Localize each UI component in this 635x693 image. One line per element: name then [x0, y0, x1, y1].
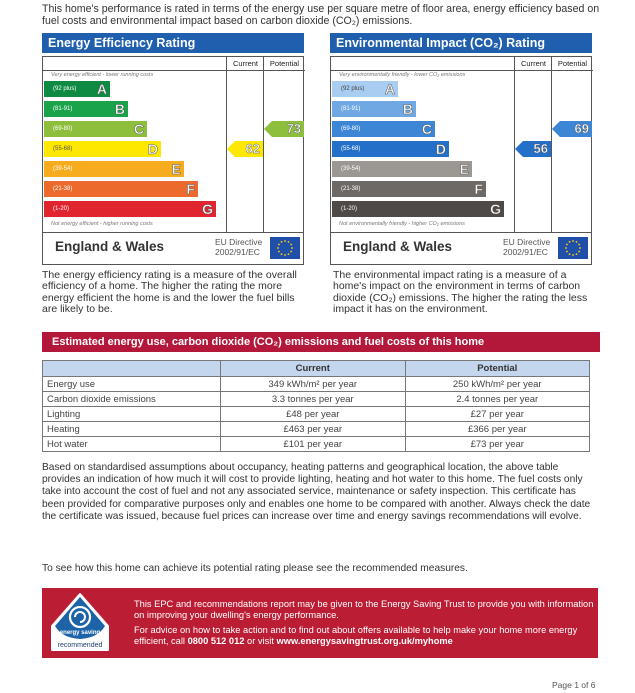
- table-row: [43, 392, 590, 407]
- band-letter: B: [402, 101, 413, 117]
- current-value: £463 per year: [221, 422, 406, 437]
- rating-band-e: [332, 161, 472, 177]
- est-line-2: For advice on how to take action and to find out about offers available to help make your home more energy efficient, call 0800 512 012 or visit www.energysavingtrust.org.uk/myhome: [134, 625, 578, 646]
- band-range: (69-80): [53, 126, 73, 132]
- est-line-1: This EPC and recommendations report may be given to the Energy Saving Trust to provide you with information on improving your dwelling's energy performance.: [134, 599, 594, 620]
- potential-value: £27 per year: [405, 407, 590, 422]
- potential-rating-arrow: [552, 121, 592, 137]
- band-letter: B: [114, 101, 125, 117]
- current-rating-arrow: [227, 141, 263, 157]
- rating-band-b: [332, 101, 416, 117]
- band-letter: C: [421, 121, 432, 137]
- current-rating-value: 62: [245, 141, 260, 156]
- recommended-measures-text: To see how this home can achieve its potential rating please see the recommended measures.: [42, 563, 468, 574]
- rating-band-f: [44, 181, 198, 197]
- column-potential: Potential: [551, 57, 593, 71]
- band-range: (39-54): [341, 166, 361, 172]
- current-rating-arrow: [515, 141, 551, 157]
- table-row: [43, 407, 590, 422]
- band-range: (81-91): [341, 106, 361, 112]
- band-letter: E: [459, 161, 469, 177]
- current-value: £101 per year: [221, 437, 406, 452]
- rating-band-a: [332, 81, 398, 97]
- band-letter: A: [96, 81, 107, 97]
- potential-value: £73 per year: [405, 437, 590, 452]
- svg-text:recommended: recommended: [57, 642, 103, 649]
- table-row: [43, 377, 590, 392]
- column-potential: Potential: [263, 57, 305, 71]
- intro-text: This home's performance is rated in terms of the energy use per square metre of floor area, energy efficiency based on fuel costs and environmental impact based on carbon dioxide (CO₂) emissions.: [42, 3, 600, 27]
- header-current: Current: [221, 361, 406, 377]
- rating-band-c: [332, 121, 435, 137]
- row-label: Hot water: [43, 437, 221, 452]
- current-value: £48 per year: [221, 407, 406, 422]
- energy-saving-trust-box: [42, 588, 598, 658]
- table-row: [43, 422, 590, 437]
- rating-band-f: [332, 181, 486, 197]
- potential-rating-value: 73: [286, 121, 301, 136]
- row-label: Lighting: [43, 407, 221, 422]
- eu-flag-icon: [558, 237, 588, 259]
- rating-band-b: [44, 101, 128, 117]
- row-label: Carbon dioxide emissions: [43, 392, 221, 407]
- band-letter: D: [435, 141, 446, 157]
- band-letter: C: [133, 121, 144, 137]
- panel-title: Environmental Impact (CO₂) Rating: [330, 33, 592, 53]
- header-blank: [43, 361, 221, 377]
- row-label: Heating: [43, 422, 221, 437]
- environmental-impact-panel: [330, 33, 592, 265]
- rating-band-c: [44, 121, 147, 137]
- column-current: Current: [514, 57, 552, 71]
- energy-saving-recommended-logo: [48, 592, 112, 654]
- chart-footer: [43, 232, 303, 264]
- band-range: (69-80): [341, 126, 361, 132]
- rating-band-g: [332, 201, 504, 217]
- column-current: Current: [226, 57, 264, 71]
- band-letter: G: [202, 201, 213, 217]
- estimates-title: Estimated energy use, carbon dioxide (CO₂) emissions and fuel costs of this home: [42, 332, 600, 352]
- rating-band-a: [44, 81, 110, 97]
- potential-value: 2.4 tonnes per year: [405, 392, 590, 407]
- caption-bottom: Not environmentally friendly - higher CO₂ emissions: [339, 221, 465, 227]
- band-range: (39-54): [53, 166, 73, 172]
- potential-rating-value: 69: [574, 121, 589, 136]
- caption-top: Very energy efficient - lower running costs: [51, 72, 154, 78]
- rating-chart: [42, 56, 304, 265]
- band-range: (21-38): [53, 186, 73, 192]
- row-label: Energy use: [43, 377, 221, 392]
- band-range: (92 plus): [53, 86, 77, 92]
- chart-footer: [331, 232, 591, 264]
- assumptions-paragraph: Based on standardised assumptions about occupancy, heating patterns and geographical location, the above table provides an indication of how much it will cost to provide lighting, heating and hot water to this home. The fuel costs only take into account the cost of fuel and not any associated service, maintenance or safety inspection. This certificate has been provided for comparative purposes only and enables one home to be compared with another. Always check the date the certificate was issued, because fuel prices can increase over time and energy savings recommendations will evolve.: [42, 462, 591, 522]
- eu-flag-icon: [270, 237, 300, 259]
- country-label: England & Wales: [55, 239, 165, 254]
- rating-chart: [330, 56, 592, 265]
- band-range: (55-68): [341, 146, 361, 152]
- rating-band-d: [332, 141, 449, 157]
- rating-band-e: [44, 161, 184, 177]
- potential-value: 250 kWh/m² per year: [405, 377, 590, 392]
- band-letter: F: [186, 181, 195, 197]
- band-range: (81-91): [53, 106, 73, 112]
- country-label: England & Wales: [343, 239, 453, 254]
- current-rating-value: 56: [533, 141, 548, 156]
- band-letter: E: [171, 161, 181, 177]
- header-potential: Potential: [405, 361, 590, 377]
- caption-bottom: Not energy efficient - higher running costs: [51, 221, 153, 227]
- rating-band-d: [44, 141, 161, 157]
- website-link[interactable]: www.energysavingtrust.org.uk/myhome: [276, 636, 453, 646]
- band-letter: F: [474, 181, 483, 197]
- table-header-row: [43, 361, 590, 377]
- caption-top: Very environmentally friendly - lower CO₂ emissions: [339, 72, 466, 78]
- environmental-description: The environmental impact rating is a measure of a home's impact on the environment in terms of carbon dioxide (CO₂) emissions. The higher the rating the less impact it has on the environment.: [333, 269, 588, 316]
- band-range: (21-38): [341, 186, 361, 192]
- table-row: [43, 437, 590, 452]
- rating-band-g: [44, 201, 216, 217]
- estimates-table: [42, 360, 590, 452]
- band-range: (1-20): [53, 206, 70, 212]
- band-range: (92 plus): [341, 86, 365, 92]
- band-letter: A: [384, 81, 395, 97]
- phone-number: 0800 512 012: [187, 636, 245, 646]
- energy-efficiency-panel: [42, 33, 304, 265]
- page-number: Page 1 of 6: [552, 680, 596, 690]
- panel-title: Energy Efficiency Rating: [42, 33, 304, 53]
- band-letter: G: [490, 201, 501, 217]
- band-letter: D: [147, 141, 158, 157]
- eu-directive: EU Directive 2002/91/EC: [503, 237, 551, 257]
- eu-directive: EU Directive 2002/91/EC: [215, 237, 263, 257]
- efficiency-description: The energy efficiency rating is a measure of the overall efficiency of a home. The higher the rating the more energy efficient the home is and the lower the fuel bills are likely to be.: [42, 269, 297, 316]
- current-value: 3.3 tonnes per year: [221, 392, 406, 407]
- svg-text:energy saving: energy saving: [59, 630, 101, 636]
- potential-value: £366 per year: [405, 422, 590, 437]
- band-range: (1-20): [341, 206, 358, 212]
- current-value: 349 kWh/m² per year: [221, 377, 406, 392]
- potential-rating-arrow: [264, 121, 304, 137]
- band-range: (55-68): [53, 146, 73, 152]
